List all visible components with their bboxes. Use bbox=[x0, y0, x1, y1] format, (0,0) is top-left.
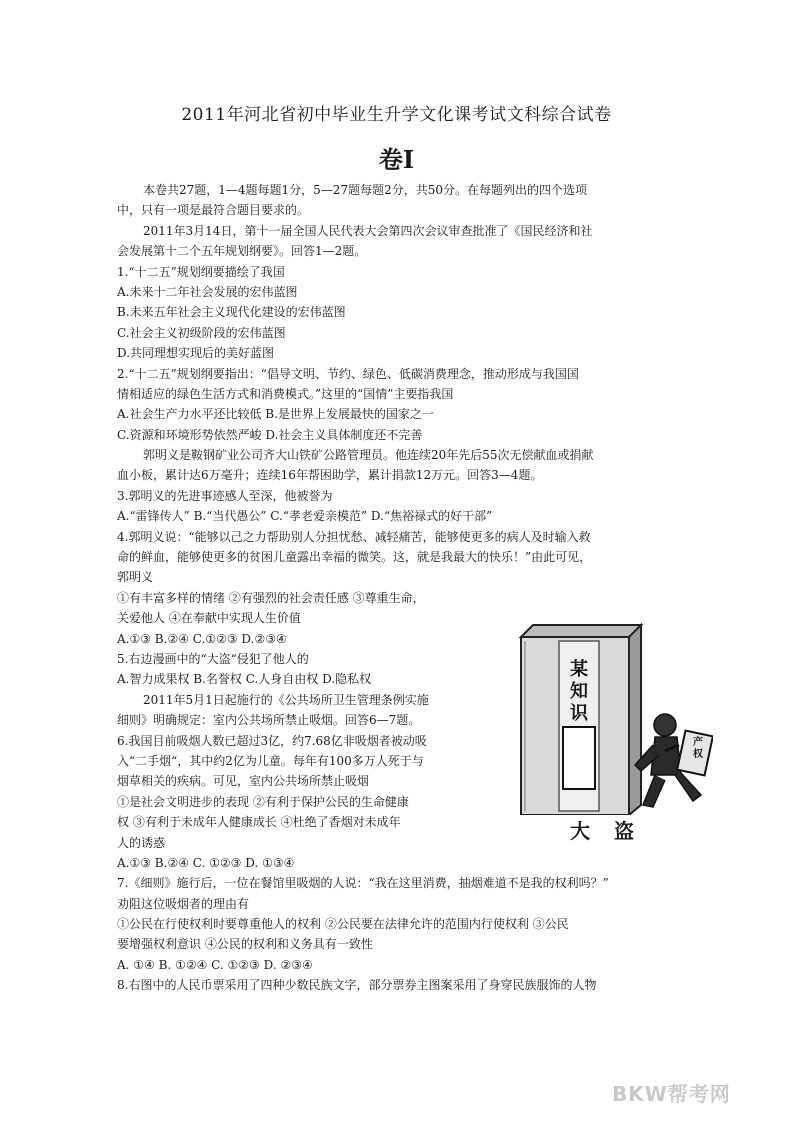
book-label-2: 知 bbox=[570, 681, 588, 702]
cartoon-illustration bbox=[515, 615, 713, 855]
watermark bbox=[612, 1078, 762, 1106]
option-line: A.未来十二年社会发展的宏伟蓝图 bbox=[117, 284, 298, 299]
question-line: 8.右图中的人民币票采用了四种少数民族文字，部分票券主图案采用了身穿民族服饰的人物 bbox=[117, 978, 597, 993]
exam-title: 2011年河北省初中毕业生升学文化课考试文科综合试卷 bbox=[181, 105, 612, 125]
question-line: 6.我国目前吸烟人数已超过3亿，约7.68亿非吸烟者被动吸 bbox=[117, 733, 427, 748]
option-line: ①公民在行使权利时要尊重他人的权利 ②公民要在法律允许的范围内行使权利 ③公民 bbox=[117, 917, 569, 932]
watermark-text: BKW帮考网 bbox=[612, 1082, 731, 1106]
text-line: 入“二手烟“，其中约2亿为儿童。每年有100多万人死于与 bbox=[117, 753, 424, 768]
option-line: C.社会主义初级阶段的宏伟蓝图 bbox=[117, 325, 286, 340]
question-line: 2.“十二五”规划纲要指出：“倡导文明、节约、绿色、低碳消费理念，推动形成与我国国 bbox=[117, 366, 579, 381]
option-line: B.未来五年社会主义现代化建设的宏伟蓝图 bbox=[117, 305, 346, 320]
section-title: 卷Ⅰ bbox=[378, 145, 415, 174]
option-line: 要增强权利意识 ④公民的权利和义务具有一致性 bbox=[117, 937, 373, 952]
text-line: 2011年3月14日，第十一届全国人民代表大会第四次会议审查批准了《国民经济和社 bbox=[143, 223, 593, 238]
text-line: 劝阻这位吸烟者的理由有 bbox=[117, 896, 250, 911]
option-line: A.“雷锋传人” B.“当代愚公” C.“孝老爱亲模范” D.“焦裕禄式的好干部” bbox=[117, 509, 493, 524]
option-line: A. ①④ B. ①②④ C. ①②③ D. ②③④ bbox=[117, 957, 313, 972]
bag-label-char: 产 bbox=[693, 737, 703, 748]
option-line: ①有丰富多样的情绪 ②有强烈的社会责任感 ③尊重生命， bbox=[117, 590, 425, 605]
text-line: 2011年5月1日起施行的《公共场所卫生管理条例实施 bbox=[143, 692, 429, 707]
question-line: 3.郭明义的先进事迹感人至深，他被誉为 bbox=[117, 488, 333, 503]
question-line: 7.《细则》施行后，一位在餐馆里吸烟的人说：“我在这里消费，抽烟难道不是我的权利吗？” bbox=[117, 876, 609, 891]
option-line: A.①③ B.②④ C. ①②③ D. ①③④ bbox=[117, 855, 295, 870]
text-line: 烟草相关的疾病。可见，室内公共场所禁止吸烟 bbox=[117, 774, 370, 789]
exam-body bbox=[117, 180, 677, 996]
option-line: 权 ③有利于未成年人健康成长 ④杜绝了香烟对未成年 bbox=[117, 815, 401, 830]
cartoon-caption: 大盗 bbox=[570, 819, 658, 843]
book-icon bbox=[521, 625, 641, 815]
book-label-3: 识 bbox=[570, 703, 588, 724]
text-line: 本卷共27题，1—4题每题1分，5—27题每题2分，共50分。在每题列出的四个选项 bbox=[143, 183, 587, 197]
option-line: 人的诱惑 bbox=[117, 835, 166, 850]
cartoon-drawing bbox=[515, 615, 713, 815]
text-line: 命的鲜血，能够使更多的贫困儿童露出幸福的微笑。这，就是我最大的快乐！”由此可见， bbox=[117, 550, 592, 565]
text-line: 会发展第十二个五年规划纲要》。回答1—2题。 bbox=[117, 244, 367, 259]
option-line: A.智力成果权 B.名誉权 C.人身自由权 D.隐私权 bbox=[117, 672, 372, 687]
option-line: ①是社会文明进步的表现 ②有利于保护公民的生命健康 bbox=[117, 794, 409, 809]
option-line: A.①③ B.②④ C.①②③ D.②③④ bbox=[117, 631, 287, 646]
option-line: C.资源和环境形势依然严峻 D.社会主义具体制度还不完善 bbox=[117, 427, 423, 442]
text-line: 郭明义是鞍钢矿业公司齐大山铁矿公路管理员。他连续20年先后55次无偿献血或捐献 bbox=[143, 448, 594, 463]
text-line: 情相适应的绿色生活方式和消费模式。”这里的“国情”主要指我国 bbox=[117, 386, 454, 401]
bag-label-char: 权 bbox=[693, 749, 703, 760]
text-line: 中，只有一项是最符合题目要求的。 bbox=[117, 203, 310, 218]
question-line: 1.“十二五”规划纲要描绘了我国 bbox=[117, 264, 285, 279]
option-line: A.社会生产力水平还比较低 B.是世界上发展最快的国家之一 bbox=[117, 407, 434, 422]
book-label-1: 某 bbox=[570, 659, 588, 680]
text-line: 血小板，累计达6万毫升；连续16年帮困助学，累计捐款12万元。回答3—4题。 bbox=[117, 468, 543, 483]
option-line: D.共同理想实现后的美好蓝图 bbox=[117, 346, 275, 361]
option-line: 关爱他人 ④在奉献中实现人生价值 bbox=[117, 611, 301, 626]
question-line: 5.右边漫画中的“大盗“侵犯了他人的 bbox=[117, 651, 309, 666]
bag-label bbox=[687, 737, 709, 761]
question-line: 4.郭明义说：“能够以己之力帮助别人分担忧愁、减轻痛苦，能够使更多的病人及时输入救 bbox=[117, 529, 591, 544]
text-line: 细则》明确规定：室内公共场所禁止吸烟。回答6—7题。 bbox=[117, 713, 421, 728]
text-line: 郭明义 bbox=[117, 570, 154, 585]
